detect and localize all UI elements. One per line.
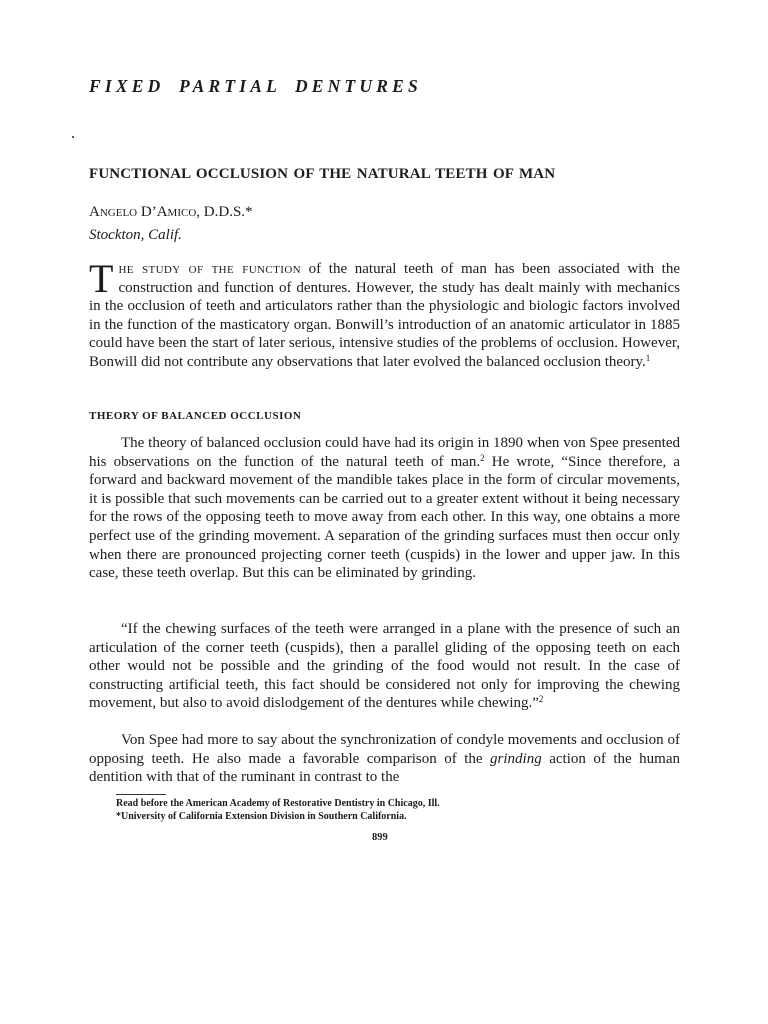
intro-paragraph (89, 256, 680, 372)
emphasis-text: grinding (490, 750, 542, 767)
paragraph-text: action of the human dentition with that of the ruminant in contrast to the (89, 750, 680, 786)
section-title: FIXED PARTIAL DENTURES (89, 76, 422, 96)
footnote-rule (116, 794, 166, 795)
author-last-initial: D’A (140, 204, 168, 220)
footnote-2: *University of California Extension Division in Southern California. (116, 811, 407, 822)
footnotes (116, 797, 440, 823)
reference-marker: 1 (645, 352, 651, 363)
author-location: Stockton, Calif. (89, 227, 182, 243)
author-line (89, 204, 253, 221)
page-number: 899 (372, 832, 388, 843)
section-heading: THEORY OF BALANCED OCCLUSION (89, 410, 302, 422)
paragraph-text: Von Spee had more to say about the synchronization of condyle movements and occlusion of opposing teeth. He also made a favorable comparison of the (89, 732, 680, 767)
author-last-rest: mico (167, 204, 197, 220)
reference-marker: 2 (480, 452, 485, 463)
drop-cap: T (89, 256, 114, 301)
paragraph-text: “If the chewing surfaces of the teeth were arranged in a plane with the presence of such an articulation of the corner teeth (cuspids), then a parallel gliding of the opposing teeth on each other would not be possible and the grinding of the food would not result. In the case of constructing artificial teeth, this fact should be considered not only for improving the chewing movement, but also to avoid dislodgement of the dentures while chewing.” (89, 621, 680, 712)
body-paragraph-1 (89, 434, 680, 583)
reference-marker: 2 (538, 694, 544, 705)
paragraph-text: The theory of balanced occlusion could have had its origin in 1890 when von Spee presented his observations on the function of the natural teeth of man. (89, 435, 680, 470)
lead-in: he study of the function (118, 261, 302, 277)
intro-text: of the natural teeth of man has been associated with the construction and function of dentures. However, the study has dealt mainly with mechanics in the occlusion of teeth and articulators rather than the physiologic and biologic factors involved in the function of the masticatory organ. Bonwill’s introduction of an anatomic articulator in 1885 could have been the start of later serious, intensive studies of the problems of occlusion. However, Bonwill did not contribute any observations that later evolved the balanced occlusion theory. (89, 261, 680, 370)
body-paragraph-3 (89, 731, 680, 787)
body-paragraph-2 (89, 620, 680, 713)
footnote-1: Read before the American Academy of Restorative Dentistry in Chicago, Ill. (116, 798, 440, 809)
author-first-initial: A (89, 204, 100, 220)
author-suffix: , D.D.S.* (196, 204, 253, 220)
article-title: FUNCTIONAL OCCLUSION OF THE NATURAL TEETH OF MAN (89, 166, 556, 182)
paragraph-text: He wrote, “Since therefore, a forward and backward movement of the mandible takes place in the form of circular movements, it is possible that such movements can be carried out to a greater extent without it being necessary for the rows of the opposing teeth to move away from each other. In this way, one obtains a more perfect use of the grinding movement. A separation of the grinding surfaces must then occur only when there are pronounced projecting corner teeth (cuspids) in the lower and upper jaw. In this case, these teeth overlap. But this can be eliminated by grinding. (89, 453, 680, 582)
stray-dot (72, 136, 74, 138)
author-first-rest: ngelo (99, 204, 138, 220)
